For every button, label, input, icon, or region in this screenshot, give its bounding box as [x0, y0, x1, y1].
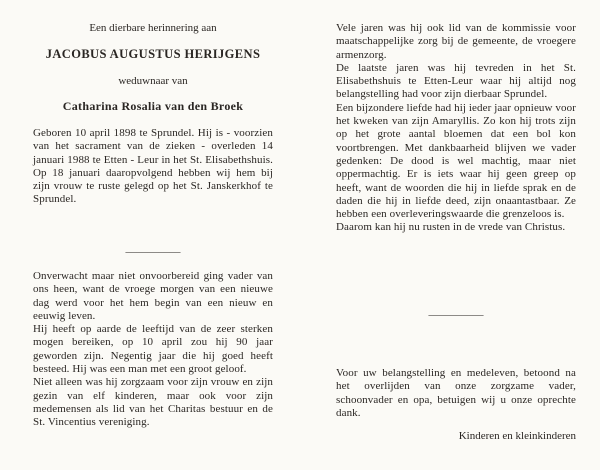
- left-text-block: [33, 270, 273, 430]
- paragraph: Vele jaren was hij ook lid van de kommissie voor maatschappelijke zorg bij de gemeente, de vroegere armenzorg.: [336, 22, 576, 61]
- paragraph: Niet alleen was hij zorgzaam voor zijn vrouw en zijn gezin van elf kinderen, maar ook voor zijn medemensen als lid van het Charitas bestuur en de St. Vincentius vereniging.: [33, 376, 273, 429]
- widower-of-line: weduwnaar van: [118, 75, 188, 87]
- intro-line: Een dierbare herinnering aan: [89, 22, 217, 34]
- paragraph: Daarom kan hij nu rusten in de vrede van Christus.: [336, 221, 566, 234]
- divider: __________: [428, 305, 484, 317]
- paragraph: De laatste jaren was hij tevreden in het St. Elisabethshuis te Etten-Leur waar hij altijd nog belangstelling had voor zijn dierbaar Sprundel.: [336, 61, 576, 101]
- signature: Kinderen en kleinkinderen: [458, 430, 576, 442]
- paragraph: Onverwacht maar niet onvoorbereid ging vader van ons heen, want de vroege morgen van een nieuwe dag werd voor het hem begin van een nieuw en eeuwig leven.: [33, 270, 273, 322]
- thanks-paragraph: Voor uw belangstelling en medeleven, betoond na het overlijden van onze zorgzame vader, schoonvader en opa, betuigen wij u onze oprechte dank.: [336, 367, 576, 419]
- wife-name: Catharina Rosalia van den Broek: [62, 99, 244, 113]
- paragraph: Een bijzondere liefde had hij ieder jaar opnieuw voor het kweken van zijn Amaryllis. Zo kon hij trots zijn op het grote aantal bloemen dat een bol kon voortbrengen. Met dankbaarheid blijven we vader gedenken: De dood is wel machtig, maar niet oppermachtig. Er is iets waar hij geen greep op heeft, want de woorden die hij in liefde sprak en de daden die hij in liefde deed, zijn onaantastbaar. Ze hebben een overleveringswaarde die grenzeloos is.: [336, 101, 576, 221]
- biography-paragraph: Geboren 10 april 1898 te Sprundel. Hij is - voorzien van het sacrament van de zieken - overleden 14 januari 1988 te Etten - Leur in het St. Elisabethshuis. Op 18 januari daaropvolgend hebben wij hem bij zijn vrouw te ruste gelegd op het St. Janskerkhof te Sprundel.: [33, 127, 273, 206]
- right-text-block: [336, 22, 576, 235]
- divider: __________: [125, 242, 181, 254]
- deceased-name: JACOBUS AUGUSTUS HERIJGENS: [45, 47, 261, 61]
- paragraph: Hij heeft op aarde de leeftijd van de zeer sterken mogen bereiken, op 10 april zou hij 90 jaar geworden zijn. Negentig jaar die hij goed heeft besteed. Hij was een man met een groot geloof.: [33, 323, 273, 376]
